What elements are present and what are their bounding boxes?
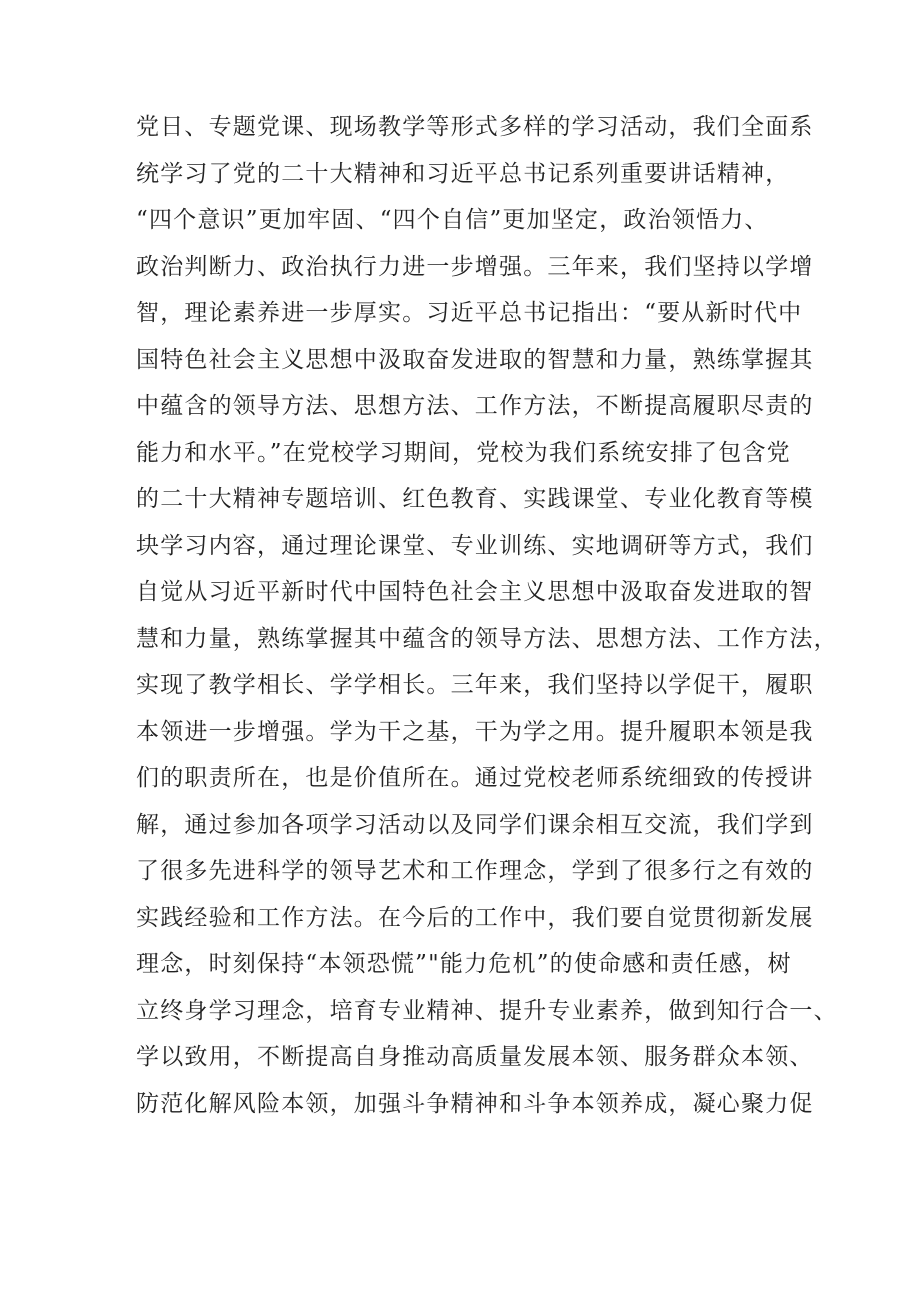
text-line: 实现了教学相长、学学相长。三年来，我们坚持以学促干，履职 <box>136 672 814 698</box>
text-line: 中蕴含的领导方法、思想方法、工作方法，不断提高履职尽责的 <box>136 393 814 419</box>
text-line: 了很多先进科学的领导艺术和工作理念，学到了很多行之有效的 <box>136 858 814 884</box>
body-paragraph <box>136 104 838 1127</box>
text-line: 本领进一步增强。学为干之基，干为学之用。提升履职本领是我 <box>136 718 814 745</box>
text-line: 块学习内容，通过理论课堂、专业训练、实地调研等方式，我们 <box>136 532 814 559</box>
text-line: 智，理论素养进一步厚实。习近平总书记指出：“要从新时代中 <box>136 300 803 326</box>
text-line: 统学习了党的二十大精神和习近平总书记系列重要讲话精神， <box>136 160 790 187</box>
text-line: 防范化解风险本领，加强斗争精神和斗争本领养成，凝心聚力促 <box>136 1090 814 1117</box>
text-line: 能力和水平。”在党校学习期间，党校为我们系统安排了包含党 <box>136 439 791 466</box>
text-line: 理念，时刻保持“本领恐慌”"能力危机”的使命感和责任感，树 <box>136 951 792 977</box>
text-line: 解，通过参加各项学习活动以及同学们课余相互交流，我们学到 <box>136 811 814 838</box>
text-line: 实践经验和工作方法。在今后的工作中，我们要自觉贯彻新发展 <box>136 904 814 931</box>
text-line: 学以致用，不断提高自身推动高质量发展本领、服务群众本领、 <box>136 1044 814 1070</box>
text-line: 国特色社会主义思想中汲取奋发进取的智慧和力量，熟练掌握其 <box>136 346 814 373</box>
text-line: 们的职责所在，也是价值所在。通过党校老师系统细致的传授讲 <box>136 765 814 791</box>
text-line: 的二十大精神专题培训、红色教育、实践课堂、专业化教育等模 <box>136 486 814 512</box>
text-line: 慧和力量，熟练掌握其中蕴含的领导方法、思想方法、工作方法， <box>136 625 838 652</box>
text-line: 政治判断力、政治执行力进一步增强。三年来，我们坚持以学增 <box>136 253 814 280</box>
text-line: “四个意识”更加牢固、“四个自信”更加坚定，政治领悟力、 <box>136 207 769 233</box>
text-line: 立终身学习理念，培育专业精神、提升专业素养，做到知行合一、 <box>136 997 838 1024</box>
text-line: 党日、专题党课、现场教学等形式多样的学习活动，我们全面系 <box>136 114 814 140</box>
text-line: 自觉从习近平新时代中国特色社会主义思想中汲取奋发进取的智 <box>136 579 814 605</box>
